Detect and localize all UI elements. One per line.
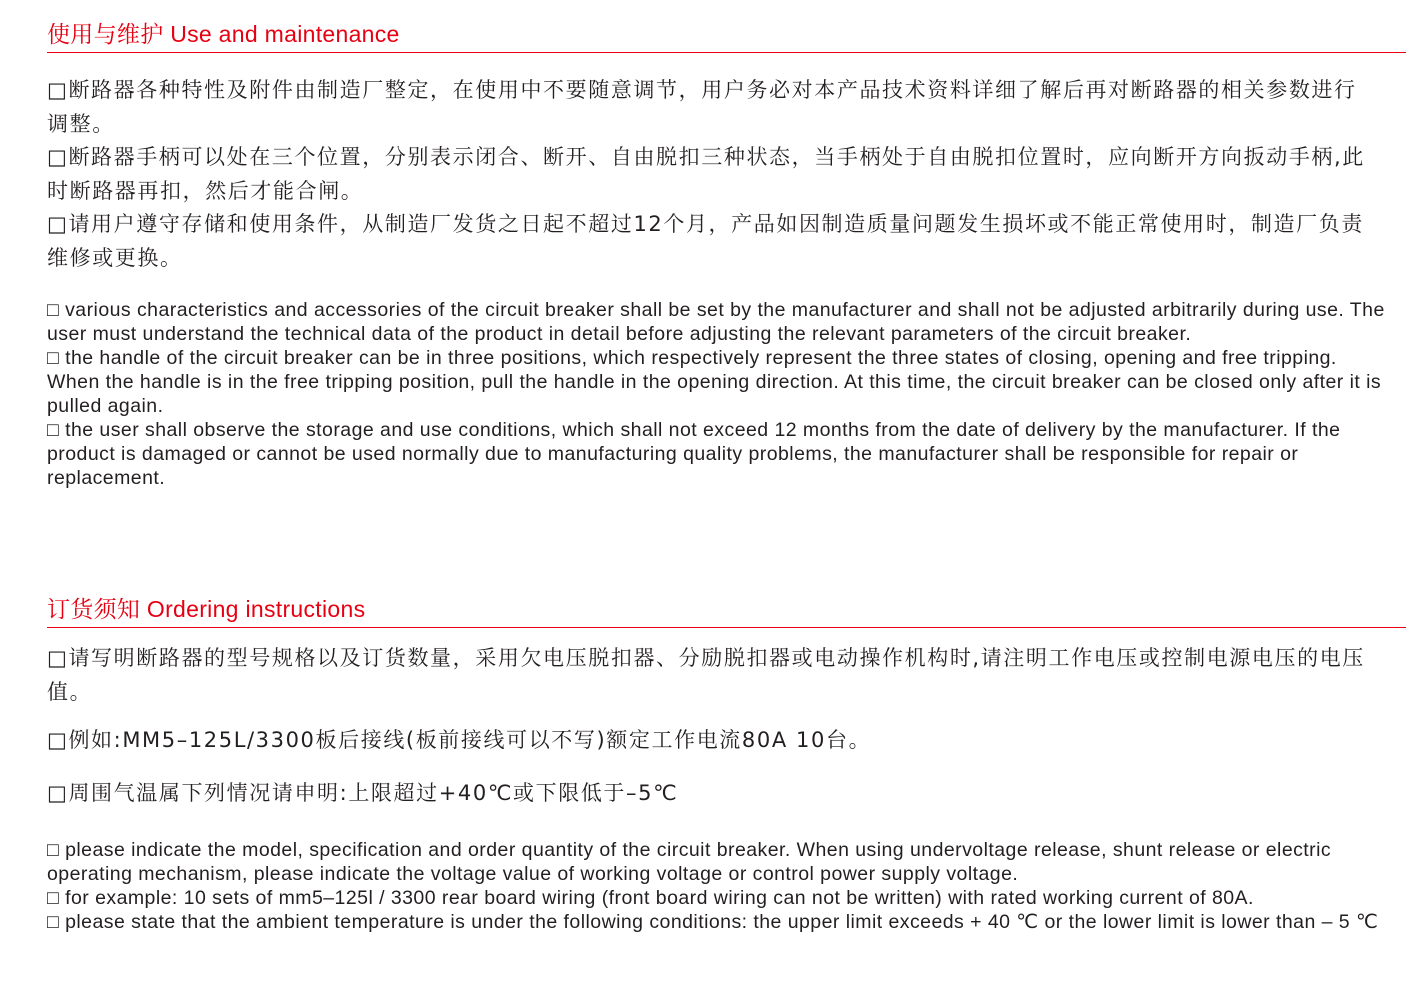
section-title-ordering: 订货须知 Ordering instructions xyxy=(47,596,366,622)
zh-text-ordering-temperature xyxy=(47,777,1377,811)
section-title-use-maintenance: 使用与维护 Use and maintenance xyxy=(47,21,400,47)
zh-paragraph: □例如:MM5–125L/3300板后接线(板前接线可以不写)额定工作电流80A 10台。 xyxy=(47,728,872,752)
zh-paragraph: □断路器各种特性及附件由制造厂整定，在使用中不要随意调节，用户务必对本产品技术资料详细了解后再对断路器的相关参数进行调整。 xyxy=(47,78,1357,136)
en-text-use-maintenance xyxy=(47,298,1387,490)
zh-text-use-maintenance xyxy=(47,74,1377,275)
zh-paragraph: □请写明断路器的型号规格以及订货数量，采用欠电压脱扣器、分励脱扣器或电动操作机构时,请注明工作电压或控制电源电压的电压值。 xyxy=(47,646,1365,704)
en-paragraph: □ the handle of the circuit breaker can be in three positions, which respectively represent the three states of closing, opening and free tripping. When the handle is in the free tripping position, pull the handle in the opening direction. At this time, the circuit breaker can be closed only after it is pulled again. xyxy=(47,347,1382,417)
section-divider-use-maintenance xyxy=(47,52,1406,53)
zh-text-ordering-example xyxy=(47,724,1377,758)
en-text-ordering xyxy=(47,838,1387,934)
zh-text-ordering xyxy=(47,642,1377,709)
en-paragraph: □ various characteristics and accessories of the circuit breaker shall be set by the manufacturer and shall not be adjusted arbitrarily during use. The user must understand the technical data of the product in detail before adjusting the relevant parameters of the circuit breaker. xyxy=(47,299,1385,345)
section-divider-ordering xyxy=(47,627,1406,628)
en-paragraph: □ for example: 10 sets of mm5–125l / 3300 rear board wiring (front board wiring can not be written) with rated working current of 80A. xyxy=(47,887,1254,909)
zh-paragraph: □请用户遵守存储和使用条件，从制造厂发货之日起不超过12个月，产品如因制造质量问题发生损坏或不能正常使用时，制造厂负责维修或更换。 xyxy=(47,212,1364,270)
en-paragraph: □ the user shall observe the storage and use conditions, which shall not exceed 12 months from the date of delivery by the manufacturer. If the product is damaged or cannot be used normally due to manufacturing quality problems, the manufacturer shall be responsible for repair or replacement. xyxy=(47,419,1341,489)
en-paragraph: □ please state that the ambient temperature is under the following conditions: the upper limit exceeds + 40 ℃ or the lower limit is lower than – 5 ℃ xyxy=(47,911,1379,933)
zh-paragraph: □断路器手柄可以处在三个位置，分别表示闭合、断开、自由脱扣三种状态，当手柄处于自由脱扣位置时，应向断开方向扳动手柄,此时断路器再扣，然后才能合闸。 xyxy=(47,145,1365,203)
zh-paragraph: □周围气温属下列情况请申明:上限超过+40℃或下限低于–5℃ xyxy=(47,781,679,805)
en-paragraph: □ please indicate the model, specification and order quantity of the circuit breaker. When using undervoltage release, shunt release or electric operating mechanism, please indicate the voltage value of working voltage or control power supply voltage. xyxy=(47,839,1332,885)
